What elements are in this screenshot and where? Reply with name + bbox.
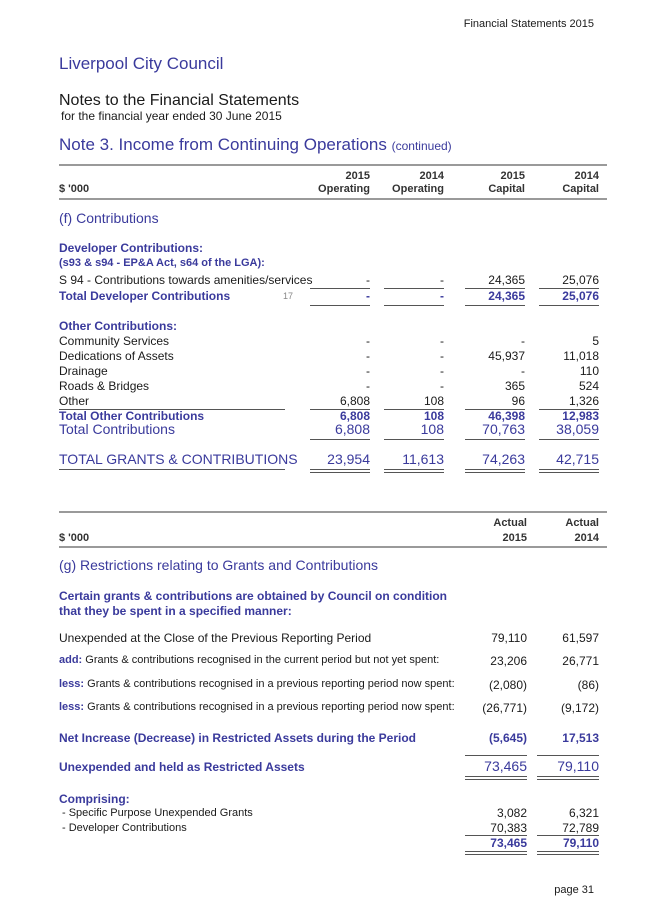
row-value: 365 bbox=[504, 379, 525, 393]
row-text: Grants & contributions recognised in a previous reporting period now spent: bbox=[84, 701, 455, 713]
table2-unit: $ '000 bbox=[59, 532, 90, 544]
row-value: - bbox=[440, 273, 444, 287]
row-label: S 94 - Contributions towards amenities/services bbox=[59, 273, 313, 287]
grand-total-line bbox=[310, 472, 370, 473]
total-label: Total Developer Contributions bbox=[59, 289, 231, 303]
row-value: 110 bbox=[579, 364, 599, 378]
row-value: - bbox=[440, 364, 444, 378]
grand-total-line bbox=[539, 469, 599, 470]
unexpended-value: 73,465 bbox=[484, 758, 527, 774]
other-contributions-heading: Other Contributions: bbox=[59, 319, 177, 333]
subtotal-line bbox=[310, 305, 370, 306]
note-continued: (continued) bbox=[391, 139, 452, 153]
row-value: 5 bbox=[592, 334, 599, 348]
row-label: Dedications of Assets bbox=[59, 349, 174, 363]
developer-contributions-subheading: (s93 & s94 - EP&A Act, s64 of the LGA): bbox=[59, 257, 265, 269]
comprising-row-value: 3,082 bbox=[496, 806, 527, 820]
subtotal-line bbox=[537, 755, 599, 756]
row-value: - bbox=[521, 364, 525, 378]
total-value: - bbox=[366, 289, 370, 303]
total-line bbox=[465, 779, 527, 780]
council-name: Liverpool City Council bbox=[59, 54, 224, 73]
comprising-row-value: 6,321 bbox=[568, 806, 599, 820]
row-label: Roads & Bridges bbox=[59, 379, 150, 393]
subtotal-line bbox=[465, 755, 527, 756]
col1-type: Operating bbox=[318, 183, 370, 195]
grand-total-line bbox=[539, 472, 599, 473]
year-col2: 2014 bbox=[574, 532, 599, 544]
row-value: (86) bbox=[577, 678, 599, 692]
total-line bbox=[465, 851, 527, 852]
row-value: 6,808 bbox=[339, 394, 370, 408]
row-value: - bbox=[440, 334, 444, 348]
row-value: - bbox=[366, 273, 370, 287]
total-value: 108 bbox=[420, 421, 444, 437]
col2-year: 2014 bbox=[419, 170, 444, 182]
total-value: 70,763 bbox=[482, 421, 525, 437]
row-label bbox=[59, 654, 439, 666]
row-value: - bbox=[366, 379, 370, 393]
row-label: Other bbox=[59, 394, 90, 408]
net-increase-label: Net Increase (Decrease) in Restricted Assets during the Period bbox=[59, 731, 417, 745]
subtotal-line bbox=[465, 305, 525, 306]
row-value: 79,110 bbox=[491, 631, 527, 645]
col3-type: Capital bbox=[488, 183, 525, 195]
subtotal-line bbox=[384, 305, 444, 306]
net-increase-value: 17,513 bbox=[562, 731, 599, 745]
row-value: 524 bbox=[578, 379, 599, 393]
intro-line-1: Certain grants & contributions are obtained by Council on condition bbox=[59, 589, 448, 603]
total-value: 38,059 bbox=[556, 421, 599, 437]
row-value: 96 bbox=[511, 394, 525, 408]
col4-type: Capital bbox=[562, 183, 599, 195]
total-line bbox=[537, 776, 599, 777]
total-value: - bbox=[440, 289, 444, 303]
actual-col2: Actual bbox=[565, 517, 599, 529]
row-value: 24,365 bbox=[488, 273, 525, 287]
row-value: - bbox=[366, 364, 370, 378]
subtotal-line bbox=[310, 439, 370, 440]
total-label: Total Other Contributions bbox=[59, 409, 205, 423]
grand-total-label: TOTAL GRANTS & CONTRIBUTIONS bbox=[59, 451, 298, 467]
comprising-total: 79,110 bbox=[562, 836, 599, 850]
comprising-total: 73,465 bbox=[490, 836, 527, 850]
comprising-row-value: 72,789 bbox=[562, 821, 599, 835]
section-f-title: (f) Contributions bbox=[59, 210, 159, 226]
row-prefix: less: bbox=[59, 701, 85, 713]
grand-total-line bbox=[384, 469, 444, 470]
note-title-text: Note 3. Income from Continuing Operations bbox=[59, 135, 387, 154]
comprising-heading: Comprising: bbox=[59, 792, 130, 806]
grand-total-line bbox=[310, 469, 370, 470]
total-line bbox=[465, 776, 527, 777]
row-label: Community Services bbox=[59, 334, 170, 348]
section-g-title: (g) Restrictions relating to Grants and Contributions bbox=[59, 557, 379, 573]
grand-total-line bbox=[384, 472, 444, 473]
page-number: page 31 bbox=[554, 884, 594, 896]
total-line bbox=[465, 854, 527, 855]
note-reference: 17 bbox=[283, 291, 294, 301]
table1-unit: $ '000 bbox=[59, 183, 90, 195]
subtotal-line bbox=[539, 305, 599, 306]
row-prefix: add: bbox=[59, 654, 83, 666]
notes-subtitle: for the financial year ended 30 June 2015 bbox=[61, 109, 282, 123]
row-value: 25,076 bbox=[562, 273, 599, 287]
actual-col1: Actual bbox=[493, 517, 527, 529]
year-col1: 2015 bbox=[502, 532, 527, 544]
row-value: (26,771) bbox=[482, 701, 527, 715]
header-title: Financial Statements 2015 bbox=[463, 18, 594, 30]
table2-top-rule bbox=[59, 511, 607, 513]
developer-contributions-heading: Developer Contributions: bbox=[59, 241, 204, 255]
col1-year: 2015 bbox=[345, 170, 370, 182]
total-contributions-label: Total Contributions bbox=[59, 421, 175, 437]
total-value: 108 bbox=[423, 409, 444, 423]
row-label: Unexpended at the Close of the Previous Reporting Period bbox=[59, 631, 372, 645]
total-line bbox=[537, 854, 599, 855]
unexpended-value: 79,110 bbox=[557, 758, 599, 774]
total-value: 6,808 bbox=[334, 421, 370, 437]
comprising-row-label: - Specific Purpose Unexpended Grants bbox=[62, 807, 253, 819]
row-value: - bbox=[366, 349, 370, 363]
col2-type: Operating bbox=[392, 183, 444, 195]
row-value: 61,597 bbox=[562, 631, 599, 645]
subtotal-line bbox=[465, 439, 525, 440]
row-prefix: less: bbox=[59, 678, 85, 690]
subtotal-line bbox=[384, 439, 444, 440]
net-increase-value: (5,645) bbox=[488, 731, 527, 745]
row-value: - bbox=[521, 334, 525, 348]
total-line bbox=[537, 779, 599, 780]
col3-year: 2015 bbox=[500, 170, 525, 182]
row-label bbox=[59, 701, 455, 713]
grand-total-value: 11,613 bbox=[402, 451, 444, 467]
row-value: - bbox=[440, 349, 444, 363]
row-value: 1,326 bbox=[568, 394, 599, 408]
col4-year: 2014 bbox=[574, 170, 599, 182]
subtotal-line bbox=[539, 439, 599, 440]
grand-total-value: 23,954 bbox=[327, 451, 370, 467]
grand-total-line bbox=[465, 472, 525, 473]
row-value: 23,206 bbox=[490, 654, 527, 668]
total-value: 24,365 bbox=[488, 289, 525, 303]
row-value: - bbox=[440, 379, 444, 393]
row-value: 26,771 bbox=[562, 654, 599, 668]
row-value: (9,172) bbox=[560, 701, 599, 715]
notes-title: Notes to the Financial Statements bbox=[59, 92, 300, 109]
table1-header-rule bbox=[59, 198, 607, 200]
grand-total-value: 74,263 bbox=[482, 451, 525, 467]
total-line bbox=[537, 851, 599, 852]
note-title bbox=[59, 135, 452, 155]
grand-total-value: 42,715 bbox=[556, 451, 599, 467]
row-value: 108 bbox=[423, 394, 444, 408]
row-value: 11,018 bbox=[563, 349, 599, 363]
unexpended-label: Unexpended and held as Restricted Assets bbox=[59, 760, 305, 774]
grand-total-line bbox=[465, 469, 525, 470]
total-value: 6,808 bbox=[339, 409, 370, 423]
intro-line-2: that they be spent in a specified manner: bbox=[59, 604, 292, 618]
table1-top-rule bbox=[59, 164, 607, 166]
grand-total-line bbox=[59, 469, 285, 470]
table2-header-rule bbox=[59, 546, 607, 548]
total-value: 25,076 bbox=[562, 289, 599, 303]
total-value: 12,983 bbox=[562, 409, 599, 423]
row-text: Grants & contributions recognised in the current period but not yet spent: bbox=[82, 654, 440, 666]
row-value: 45,937 bbox=[488, 349, 525, 363]
comprising-row-value: 70,383 bbox=[490, 821, 527, 835]
comprising-row-label: - Developer Contributions bbox=[62, 822, 187, 834]
row-text: Grants & contributions recognised in a previous reporting period now spent: bbox=[84, 678, 455, 690]
row-value: - bbox=[366, 334, 370, 348]
row-label bbox=[59, 678, 455, 690]
row-label: Drainage bbox=[59, 364, 108, 378]
row-value: (2,080) bbox=[488, 678, 527, 692]
total-value: 46,398 bbox=[488, 409, 525, 423]
